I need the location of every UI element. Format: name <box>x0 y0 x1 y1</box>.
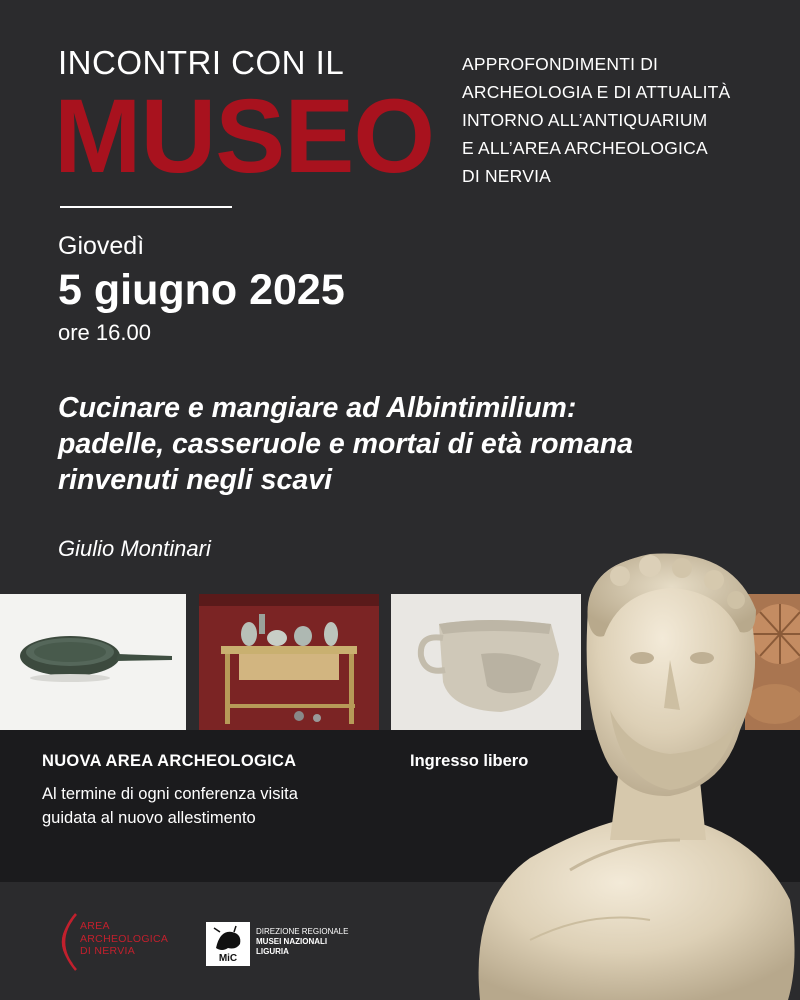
nervia-logo-text <box>80 920 168 958</box>
mic-badge-label: MiC <box>218 953 238 964</box>
series-subtitle <box>462 50 782 190</box>
mic-logo-text <box>256 927 348 957</box>
subtitle-line: ARCHEOLOGIA E DI ATTUALITÀ <box>462 82 731 102</box>
subtitle-line: E ALL’AREA ARCHEOLOGICA <box>462 138 708 158</box>
nervia-arc-icon <box>50 912 80 972</box>
area-description-line: guidata al nuovo allestimento <box>42 809 256 827</box>
series-title-line1: INCONTRI CON IL <box>58 44 345 81</box>
subtitle-line: APPROFONDIMENTI DI <box>462 54 659 74</box>
free-entry-label: Ingresso libero <box>410 752 529 770</box>
talk-title-line: Cucinare e mangiare ad Albintimilium: <box>58 392 577 424</box>
nervia-logo-line: ARCHEOLOGICA <box>80 932 169 945</box>
marble-bust-image <box>470 540 800 1000</box>
area-title: NUOVA AREA ARCHEOLOGICA <box>42 752 297 770</box>
title-divider <box>60 206 232 208</box>
talk-title-line: padelle, casseruole e mortai di età romana <box>58 428 633 460</box>
mic-logo-line: LIGURIA <box>256 947 289 956</box>
speaker-name: Giulio Montinari <box>58 536 211 561</box>
nervia-logo-line: DI NERVIA <box>80 945 136 957</box>
subtitle-line: INTORNO ALL’ANTIQUARIUM <box>462 110 708 130</box>
talk-title-line: rinvenuti negli scavi <box>58 464 333 496</box>
mic-logo-line: MUSEI NAZIONALI <box>256 937 328 946</box>
roman-fresco-photo <box>199 594 379 730</box>
event-date: 5 giugno 2025 <box>58 266 345 314</box>
area-description-line: Al termine di ogni conferenza visita <box>42 785 298 803</box>
area-description <box>42 782 298 830</box>
nervia-logo-line: AREA <box>80 920 110 932</box>
series-title-museo: MUSEO <box>54 78 435 195</box>
mic-logo-line: DIREZIONE REGIONALE <box>256 927 349 936</box>
subtitle-line: DI NERVIA <box>462 166 552 186</box>
bronze-pan-photo <box>0 594 186 730</box>
event-day: Giovedì <box>58 232 145 260</box>
event-time: ore 16.00 <box>58 320 151 345</box>
talk-title <box>58 390 758 498</box>
